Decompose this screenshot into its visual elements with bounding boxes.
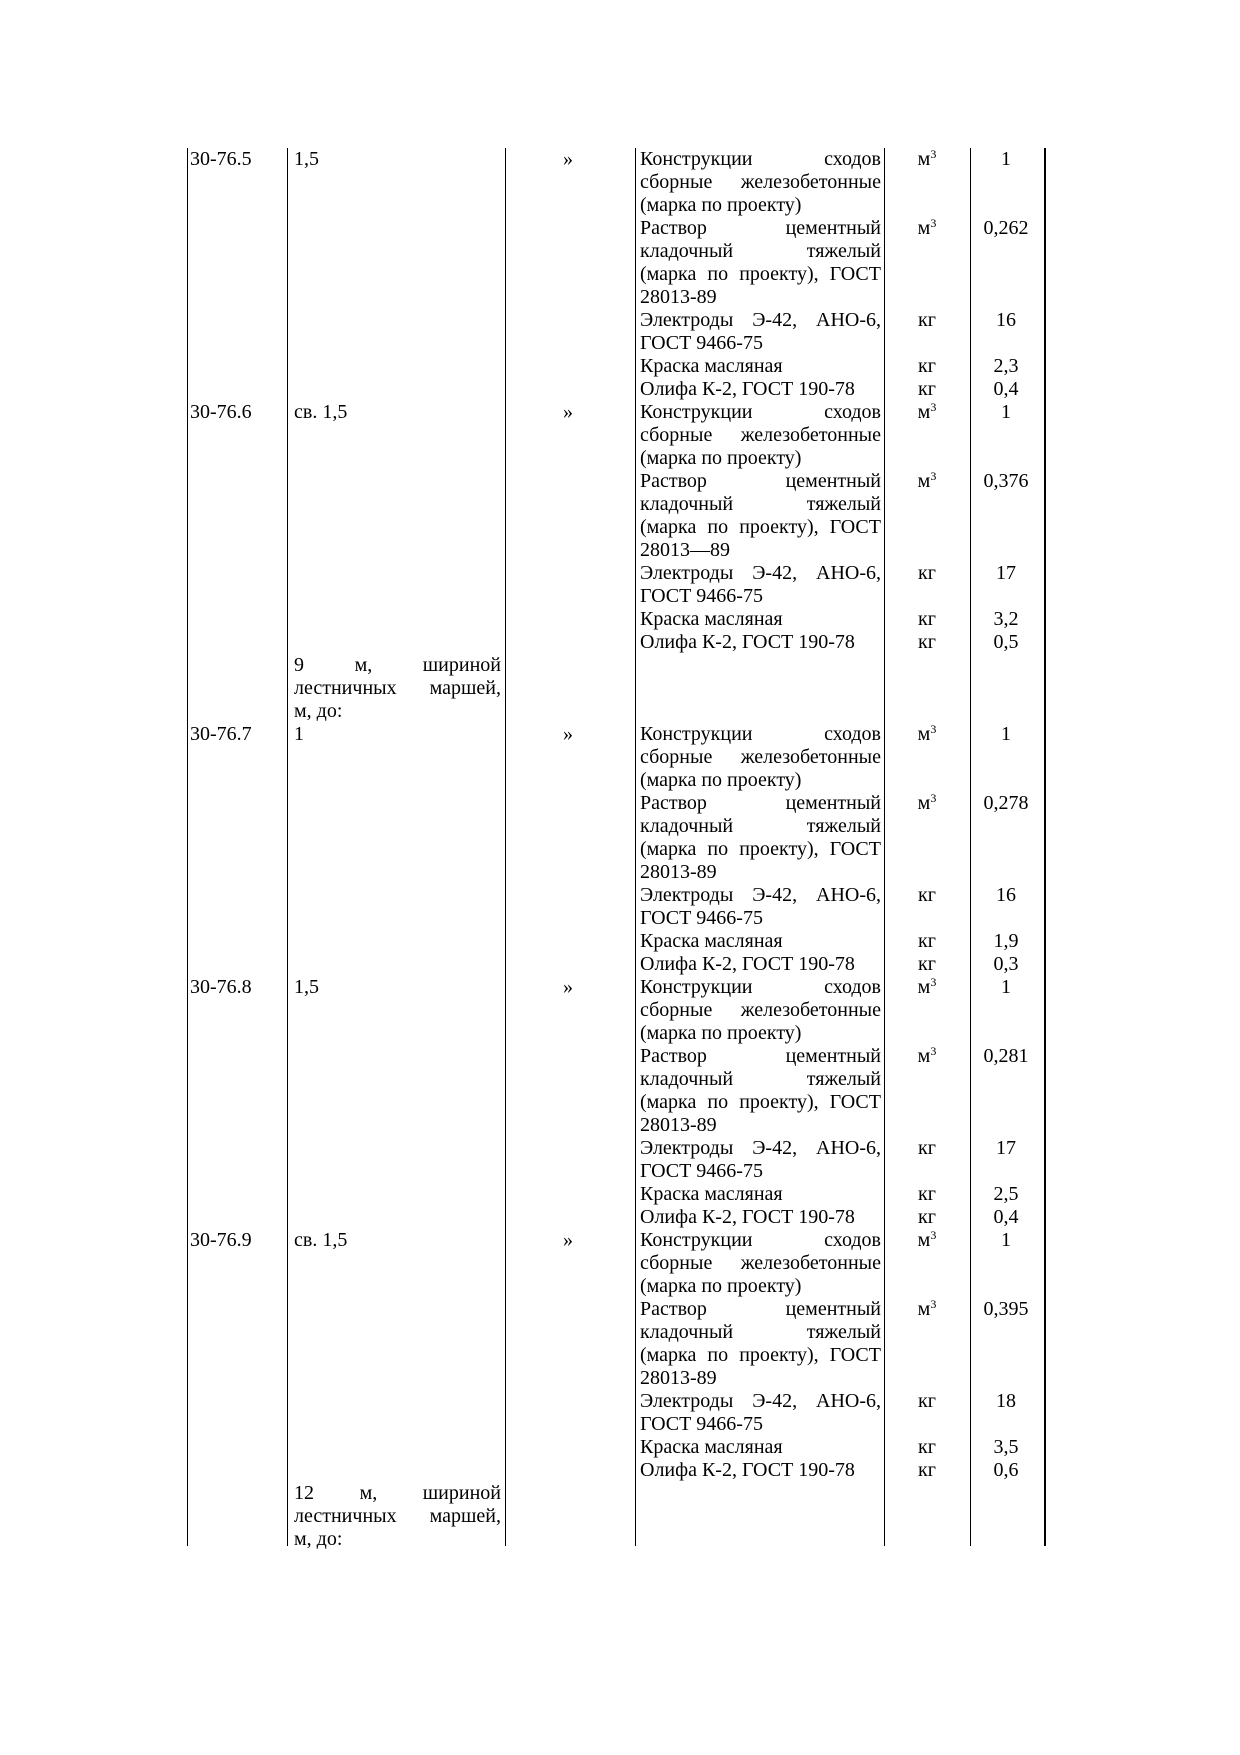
material-name-line: Раствор цементный	[640, 1298, 881, 1320]
unit-symbol: кг	[918, 562, 936, 584]
material-name	[640, 401, 881, 470]
unit-exponent: 3	[930, 1228, 937, 1242]
material-name-line: 28013-89	[640, 861, 717, 883]
unit-exponent: 3	[930, 1044, 937, 1058]
unit-symbol: кг	[918, 1137, 936, 1159]
row-ditto-mark: »	[563, 148, 573, 170]
material-quantity: 0,3	[993, 953, 1019, 975]
group-header-line: 9 м, шириной	[294, 654, 501, 676]
material-name	[640, 355, 881, 378]
material-unit	[884, 1045, 970, 1068]
material-unit	[884, 953, 970, 976]
material-name-line: Краска масляная	[640, 608, 783, 630]
unit-symbol: кг	[918, 378, 936, 400]
material-quantity: 2,3	[993, 355, 1019, 377]
material-name-line: (марка по проекту)	[640, 1275, 802, 1297]
row-code: 30-76.9	[190, 1229, 252, 1251]
material-unit	[884, 884, 970, 907]
unit-exponent: 3	[930, 975, 937, 989]
group-header	[294, 1482, 501, 1551]
unit-exponent: 3	[930, 400, 937, 414]
material-name-line: 28013-89	[640, 286, 717, 308]
group-header-line: 12 м, шириной	[294, 1482, 501, 1504]
material-quantity: 1	[1001, 148, 1011, 170]
material-name	[640, 953, 881, 976]
material-name-line: сборные железобетонные	[640, 999, 881, 1021]
material-name	[640, 1183, 881, 1206]
column-divider	[287, 148, 288, 1546]
unit-symbol: кг	[918, 309, 936, 331]
material-unit	[884, 1298, 970, 1321]
material-name	[640, 148, 881, 217]
table-border-left	[187, 148, 188, 1546]
material-name	[640, 792, 881, 884]
material-name-line: 28013—89	[640, 539, 730, 561]
material-quantity: 0,262	[983, 217, 1029, 239]
unit-symbol: кг	[918, 953, 936, 975]
material-quantity: 16	[996, 309, 1016, 331]
material-quantity: 16	[996, 884, 1016, 906]
material-unit	[884, 562, 970, 585]
material-name	[640, 1229, 881, 1298]
material-name-line: Электроды Э-42, АНО-6,	[640, 884, 881, 906]
material-name	[640, 309, 881, 355]
material-name	[640, 884, 881, 930]
material-name-line: Раствор цементный	[640, 792, 881, 814]
material-quantity: 0,4	[993, 1206, 1019, 1228]
material-name-line: Краска масляная	[640, 1183, 783, 1205]
unit-exponent: 3	[930, 469, 937, 483]
material-quantity: 18	[996, 1390, 1016, 1412]
material-name	[640, 1045, 881, 1137]
unit-exponent: 3	[930, 147, 937, 161]
material-name	[640, 562, 881, 608]
unit-exponent: 3	[930, 791, 937, 805]
material-name-line: кладочный тяжелый	[640, 815, 881, 837]
material-unit	[884, 1459, 970, 1482]
unit-symbol: кг	[918, 1390, 936, 1412]
column-divider	[635, 148, 636, 1546]
material-name-line: сборные железобетонные	[640, 746, 881, 768]
material-name-line: Олифа К-2, ГОСТ 190-78	[640, 378, 855, 400]
group-header-line: лестничных маршей,	[294, 677, 501, 699]
material-quantity: 0,376	[983, 470, 1029, 492]
material-name	[640, 1206, 881, 1229]
material-name-line: Электроды Э-42, АНО-6,	[640, 1137, 881, 1159]
material-name-line: Краска масляная	[640, 1436, 783, 1458]
material-unit	[884, 355, 970, 378]
unit-exponent: 3	[930, 722, 937, 736]
unit-symbol: кг	[918, 608, 936, 630]
material-name-line: Электроды Э-42, АНО-6,	[640, 309, 881, 331]
material-name-line: ГОСТ 9466-75	[640, 585, 763, 607]
material-quantity: 17	[996, 562, 1016, 584]
material-quantity: 17	[996, 1137, 1016, 1159]
unit-exponent: 3	[930, 1297, 937, 1311]
material-name	[640, 1298, 881, 1390]
material-unit	[884, 792, 970, 815]
group-header-line: м, до:	[294, 1528, 343, 1550]
material-name-line: Электроды Э-42, АНО-6,	[640, 562, 881, 584]
material-quantity: 1	[1001, 976, 1011, 998]
material-quantity: 0,281	[983, 1045, 1029, 1067]
row-parameter: св. 1,5	[294, 401, 348, 423]
unit-symbol: м	[917, 723, 931, 745]
material-name-line: Олифа К-2, ГОСТ 190-78	[640, 631, 855, 653]
unit-symbol: м	[917, 148, 931, 170]
material-quantity: 3,5	[993, 1436, 1019, 1458]
material-name-line: Краска масляная	[640, 930, 783, 952]
material-unit	[884, 217, 970, 240]
unit-symbol: м	[917, 976, 931, 998]
material-quantity: 0,278	[983, 792, 1029, 814]
material-quantity: 0,5	[993, 631, 1019, 653]
material-name	[640, 930, 881, 953]
material-name-line: ГОСТ 9466-75	[640, 1413, 763, 1435]
material-name-line: Раствор цементный	[640, 470, 881, 492]
material-quantity: 0,6	[993, 1459, 1019, 1481]
material-name-line: кладочный тяжелый	[640, 493, 881, 515]
row-ditto-mark: »	[563, 723, 573, 745]
material-name-line: Раствор цементный	[640, 1045, 881, 1067]
unit-symbol: м	[917, 470, 931, 492]
material-unit	[884, 470, 970, 493]
material-name	[640, 217, 881, 309]
material-name-line: Раствор цементный	[640, 217, 881, 239]
material-name	[640, 1459, 881, 1482]
material-name	[640, 378, 881, 401]
unit-symbol: м	[917, 1229, 931, 1251]
material-name	[640, 1436, 881, 1459]
material-quantity: 1	[1001, 723, 1011, 745]
column-divider	[505, 148, 506, 1546]
material-name-line: (марка по проекту), ГОСТ	[640, 1344, 881, 1366]
group-header	[294, 654, 501, 723]
material-name-line: (марка по проекту), ГОСТ	[640, 838, 881, 860]
material-unit	[884, 1206, 970, 1229]
material-unit	[884, 148, 970, 171]
material-quantity: 3,2	[993, 608, 1019, 630]
material-quantity: 1,9	[993, 930, 1019, 952]
unit-symbol: м	[917, 1298, 931, 1320]
material-name-line: (марка по проекту)	[640, 1022, 802, 1044]
norms-table	[187, 147, 1047, 1550]
material-name-line: кладочный тяжелый	[640, 1321, 881, 1343]
unit-symbol: кг	[918, 884, 936, 906]
row-parameter: 1,5	[294, 976, 319, 998]
material-name-line: сборные железобетонные	[640, 171, 881, 193]
material-unit	[884, 1390, 970, 1413]
row-ditto-mark: »	[563, 401, 573, 423]
row-code: 30-76.6	[190, 401, 252, 423]
material-name-line: Краска масляная	[640, 355, 783, 377]
material-name-line: кладочный тяжелый	[640, 240, 881, 262]
material-name	[640, 976, 881, 1045]
material-quantity: 0,395	[983, 1298, 1029, 1320]
material-name-line: (марка по проекту), ГОСТ	[640, 263, 881, 285]
unit-symbol: кг	[918, 1206, 936, 1228]
unit-symbol: м	[917, 217, 931, 239]
row-ditto-mark: »	[563, 976, 573, 998]
material-quantity: 2,5	[993, 1183, 1019, 1205]
group-header-line: м, до:	[294, 700, 343, 722]
material-unit	[884, 1137, 970, 1160]
material-unit	[884, 631, 970, 654]
material-name-line: сборные железобетонные	[640, 1252, 881, 1274]
unit-symbol: кг	[918, 631, 936, 653]
unit-symbol: м	[917, 401, 931, 423]
unit-symbol: кг	[918, 1183, 936, 1205]
row-parameter: св. 1,5	[294, 1229, 348, 1251]
material-name-line: Олифа К-2, ГОСТ 190-78	[640, 1459, 855, 1481]
row-parameter: 1,5	[294, 148, 319, 170]
material-name-line: Электроды Э-42, АНО-6,	[640, 1390, 881, 1412]
material-name	[640, 1390, 881, 1436]
material-unit	[884, 1183, 970, 1206]
material-name	[640, 608, 881, 631]
material-name-line: (марка по проекту)	[640, 447, 802, 469]
material-name-line: Олифа К-2, ГОСТ 190-78	[640, 1206, 855, 1228]
material-unit	[884, 723, 970, 746]
unit-symbol: кг	[918, 1459, 936, 1481]
unit-symbol: м	[917, 1045, 931, 1067]
unit-exponent: 3	[930, 216, 937, 230]
material-name-line: (марка по проекту), ГОСТ	[640, 1091, 881, 1113]
material-name-line: Конструкции сходов	[640, 401, 881, 423]
material-quantity: 1	[1001, 1229, 1011, 1251]
material-unit	[884, 1436, 970, 1459]
unit-symbol: кг	[918, 930, 936, 952]
row-code: 30-76.8	[190, 976, 252, 998]
row-code: 30-76.5	[190, 148, 252, 170]
material-name-line: Конструкции сходов	[640, 723, 881, 745]
row-ditto-mark: »	[563, 1229, 573, 1251]
material-unit	[884, 1229, 970, 1252]
material-unit	[884, 401, 970, 424]
material-name-line: Конструкции сходов	[640, 1229, 881, 1251]
row-code: 30-76.7	[190, 723, 252, 745]
material-unit	[884, 309, 970, 332]
material-name-line: 28013-89	[640, 1114, 717, 1136]
unit-symbol: кг	[918, 1436, 936, 1458]
material-name-line: (марка по проекту)	[640, 769, 802, 791]
material-name-line: Конструкции сходов	[640, 148, 881, 170]
material-unit	[884, 608, 970, 631]
material-name-line: ГОСТ 9466-75	[640, 1160, 763, 1182]
material-name-line: 28013-89	[640, 1367, 717, 1389]
material-quantity: 0,4	[993, 378, 1019, 400]
material-name-line: кладочный тяжелый	[640, 1068, 881, 1090]
material-name	[640, 723, 881, 792]
material-name-line: ГОСТ 9466-75	[640, 332, 763, 354]
unit-symbol: кг	[918, 355, 936, 377]
material-name-line: (марка по проекту), ГОСТ	[640, 516, 881, 538]
row-parameter: 1	[294, 723, 304, 745]
material-name-line: (марка по проекту)	[640, 194, 802, 216]
material-name	[640, 1137, 881, 1183]
material-name-line: сборные железобетонные	[640, 424, 881, 446]
material-quantity: 1	[1001, 401, 1011, 423]
material-unit	[884, 976, 970, 999]
material-unit	[884, 930, 970, 953]
material-name	[640, 470, 881, 562]
material-unit	[884, 378, 970, 401]
material-name	[640, 631, 881, 654]
material-name-line: Конструкции сходов	[640, 976, 881, 998]
group-header-line: лестничных маршей,	[294, 1505, 501, 1527]
material-name-line: Олифа К-2, ГОСТ 190-78	[640, 953, 855, 975]
unit-symbol: м	[917, 792, 931, 814]
material-name-line: ГОСТ 9466-75	[640, 907, 763, 929]
